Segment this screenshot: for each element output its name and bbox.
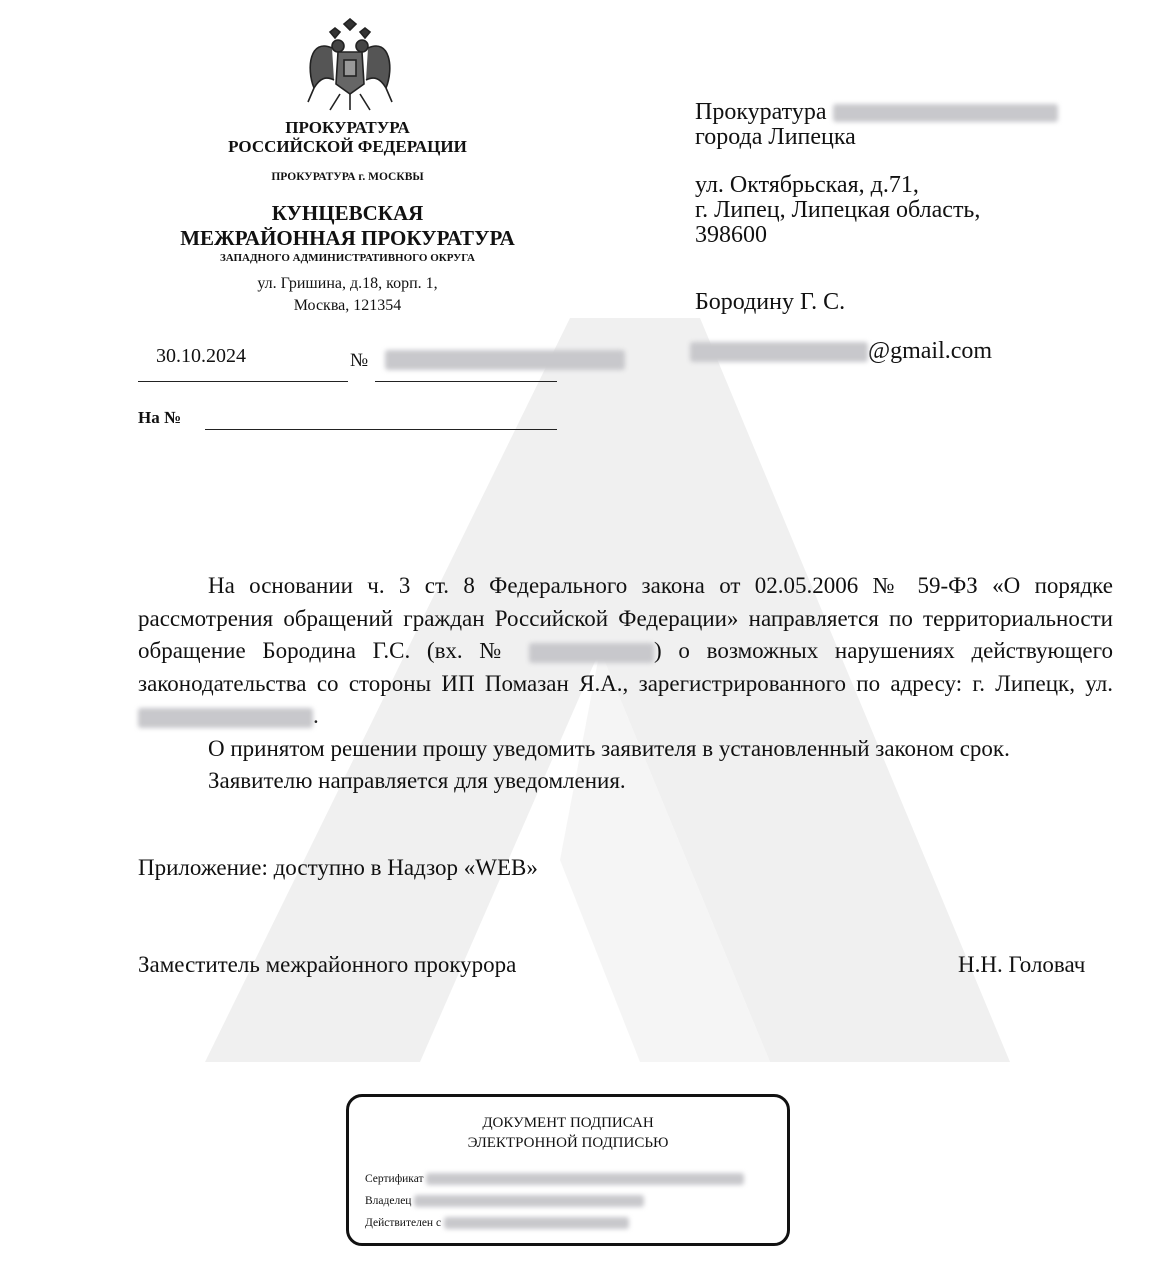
- coat-of-arms-icon: [300, 18, 400, 113]
- redacted-validity: [444, 1217, 629, 1229]
- recipient-person: Бородину Г. С.: [695, 289, 846, 315]
- reply-label: На №: [138, 408, 182, 427]
- org-subdivision: ПРОКУРАТУРА г. МОСКВЫ: [271, 171, 424, 183]
- redacted-recipient-org: [833, 104, 1058, 122]
- office-name-line2: МЕЖРАЙОННАЯ ПРОКУРАТУРА: [180, 226, 515, 250]
- electronic-signature-stamp: [346, 1094, 790, 1246]
- sender-address-line1: ул. Гришина, д.18, корп. 1,: [257, 275, 438, 292]
- stamp-cert-row: Сертификат: [365, 1173, 744, 1185]
- org-name-line1: ПРОКУРАТУРА: [285, 118, 410, 137]
- redacted-email-user: [690, 342, 868, 362]
- sender-address-line2: Москва, 121354: [293, 297, 402, 314]
- recipient-address-line1: ул. Октябрьская, д.71,: [695, 172, 919, 198]
- recipient-address-line2: г. Липец, Липецкая область,: [695, 197, 981, 223]
- recipient-org-line2: города Липецка: [695, 124, 856, 150]
- redacted-number: [385, 350, 625, 370]
- redacted-incoming-number: [529, 643, 654, 663]
- paragraph-2: О принятом решении прошу уведомить заявителя в установленный законом срок.: [208, 735, 1010, 761]
- stamp-title-line2: ЭЛЕКТРОННОЙ ПОДПИСЬЮ: [467, 1135, 669, 1151]
- paragraph-3: Заявителю направляется для уведомления.: [208, 768, 626, 793]
- redacted-certificate: [426, 1173, 744, 1185]
- reply-underline: [205, 429, 557, 430]
- paragraph-1: На основании ч. 3 ст. 8 Федерального закона от 02.05.2006 № 59-ФЗ «О порядке рассмотрения обращений граждан Российской Федерации» направляется по территориальности обращение Бородина Г.С. (вх. № ) о возможных нарушениях действующего законодательства со стороны ИП Помазан Я.А., зарегистрированного по адресу: г. Липецк, ул. .: [138, 573, 1113, 728]
- stamp-valid-row: Действителен с: [365, 1217, 629, 1229]
- stamp-owner-row: Владелец: [365, 1195, 644, 1207]
- date-underline: [138, 381, 348, 382]
- attachment-line: Приложение: доступно в Надзор «WEB»: [138, 855, 538, 880]
- signer-name: Н.Н. Головач: [958, 952, 1086, 977]
- stamp-title-line1: ДОКУМЕНТ ПОДПИСАН: [482, 1115, 654, 1131]
- recipient-email: @gmail.com: [690, 338, 992, 365]
- number-label: №: [350, 350, 369, 371]
- document-date: 30.10.2024: [156, 345, 246, 367]
- redacted-street: [138, 708, 313, 728]
- recipient-block: [695, 100, 1115, 248]
- office-name-line1: КУНЦЕВСКАЯ: [271, 201, 424, 225]
- recipient-address-line3: 398600: [695, 222, 767, 248]
- office-district: ЗАПАДНОГО АДМИНИСТРАТИВНОГО ОКРУГА: [220, 252, 475, 264]
- letter-body: [138, 570, 1113, 798]
- org-name-line2: РОССИЙСКОЙ ФЕДЕРАЦИИ: [228, 137, 467, 156]
- redacted-owner: [414, 1195, 644, 1207]
- recipient-org-line1: Прокуратура: [695, 100, 1115, 125]
- signer-position: Заместитель межрайонного прокурора: [138, 952, 517, 977]
- number-underline: [375, 381, 557, 382]
